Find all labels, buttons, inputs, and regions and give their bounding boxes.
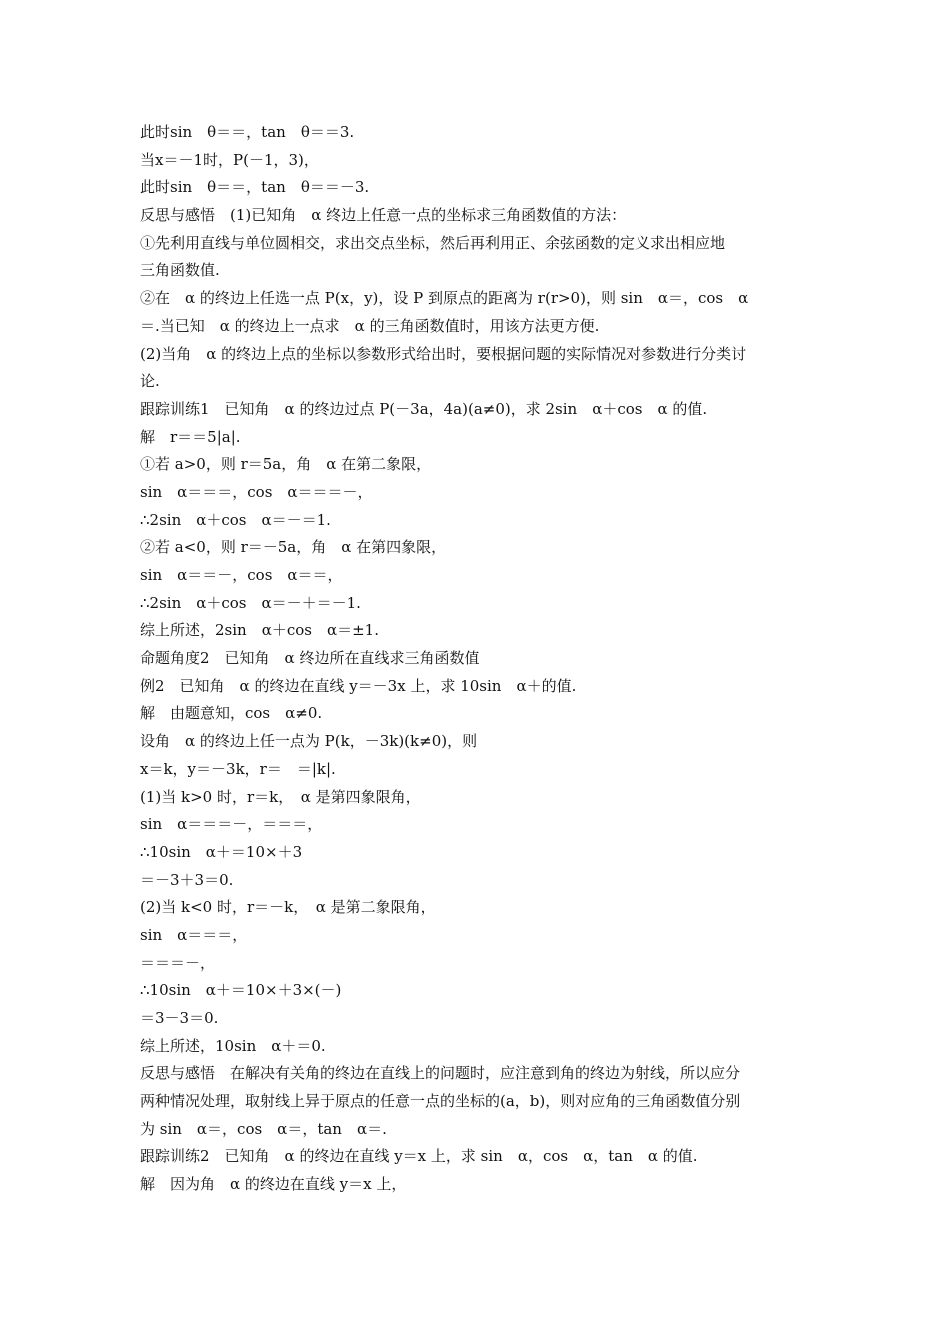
text-line: ①若 a>0，则 r＝5a，角 α 在第二象限， (140, 455, 432, 474)
text-line: ∴2sin α＋cos α＝－＋＝－1. (140, 593, 361, 612)
text-line: 解 由题意知，cos α≠0. (140, 704, 323, 723)
text-line: sin α＝＝＝－，＝＝＝， (140, 815, 323, 834)
text-line: 跟踪训练2 已知角 α 的终边在直线 y＝x 上，求 sin α，cos α，tan α 的值. (140, 1147, 698, 1166)
text-line: (2)当 k<0 时，r＝－k， α 是第二象限角， (140, 898, 436, 917)
text-line: ∴10sin α＋＝10×＋3 (140, 842, 303, 861)
text-line: ①先利用直线与单位圆相交，求出交点坐标，然后再利用正、余弦函数的定义求出相应地 (140, 233, 726, 252)
text-line: ＝.当已知 α 的终边上一点求 α 的三角函数值时，用该方法更方便. (140, 316, 600, 335)
text-line: (2)当角 α 的终边上点的坐标以参数形式给出时，要根据问题的实际情况对参数进行分类讨 (140, 344, 747, 363)
text-line: ＝－3＋3＝0. (140, 870, 234, 889)
text-line: 两种情况处理，取射线上异于原点的任意一点的坐标的(a，b)，则对应角的三角函数值分别 (140, 1092, 741, 1111)
text-line: 设角 α 的终边上任一点为 P(k，－3k)(k≠0)，则 (140, 732, 478, 751)
text-line: sin α＝＝＝， (140, 925, 248, 944)
document-body (140, 119, 830, 1199)
text-line: sin α＝＝－，cos α＝＝， (140, 566, 343, 584)
text-line: 综上所述，2sin α＋cos α＝±1. (140, 621, 379, 640)
text-line: 论. (140, 372, 160, 391)
text-line: 反思与感悟 在解决有关角的终边在直线上的问题时，应注意到角的终边为射线，所以应分 (140, 1064, 741, 1083)
text-line: ∴2sin α＋cos α＝－＝1. (140, 510, 331, 529)
text-line: ∴10sin α＋＝10×＋3×(－) (140, 981, 342, 1000)
text-line: 反思与感悟 (1)已知角 α 终边上任意一点的坐标求三角函数值的方法： (140, 206, 627, 225)
text-line: 此时sin θ＝＝，tan θ＝＝3. (140, 123, 355, 141)
text-line: 为 sin α＝，cos α＝，tan α＝. (140, 1119, 387, 1138)
text-line: 解 r＝＝5|a|. (140, 427, 241, 446)
text-line: 解 因为角 α 的终边在直线 y＝x 上， (140, 1175, 407, 1194)
text-line: 当x＝－1时，P(－1，3)， (140, 150, 319, 169)
text-line: 三角函数值. (140, 261, 220, 280)
text-line: (1)当 k>0 时，r＝k， α 是第四象限角， (140, 787, 421, 806)
text-line: ②若 a<0，则 r＝－5a，角 α 在第四象限， (140, 538, 447, 557)
text-line: sin α＝＝＝，cos α＝＝＝－， (140, 482, 373, 501)
text-line: ＝＝＝－， (140, 953, 216, 972)
text-line: 命题角度2 已知角 α 终边所在直线求三角函数值 (140, 649, 480, 668)
text-line: 此时sin θ＝＝，tan θ＝＝－3. (140, 178, 370, 197)
text-line: 跟踪训练1 已知角 α 的终边过点 P(－3a，4a)(a≠0)，求 2sin α＋cos α 的值. (140, 399, 708, 418)
text-line: ②在 α 的终边上任选一点 P(x，y)，设 P 到原点的距离为 r(r>0)，则 sin α＝，cos α (140, 289, 749, 308)
text-line: 例2 已知角 α 的终边在直线 y＝－3x 上，求 10sin α＋的值. (140, 676, 577, 695)
text-line: x＝k，y＝－3k，r＝ ＝|k|. (140, 759, 336, 778)
text-line: ＝3－3＝0. (140, 1009, 219, 1027)
text-line: 综上所述，10sin α＋＝0. (140, 1036, 326, 1055)
